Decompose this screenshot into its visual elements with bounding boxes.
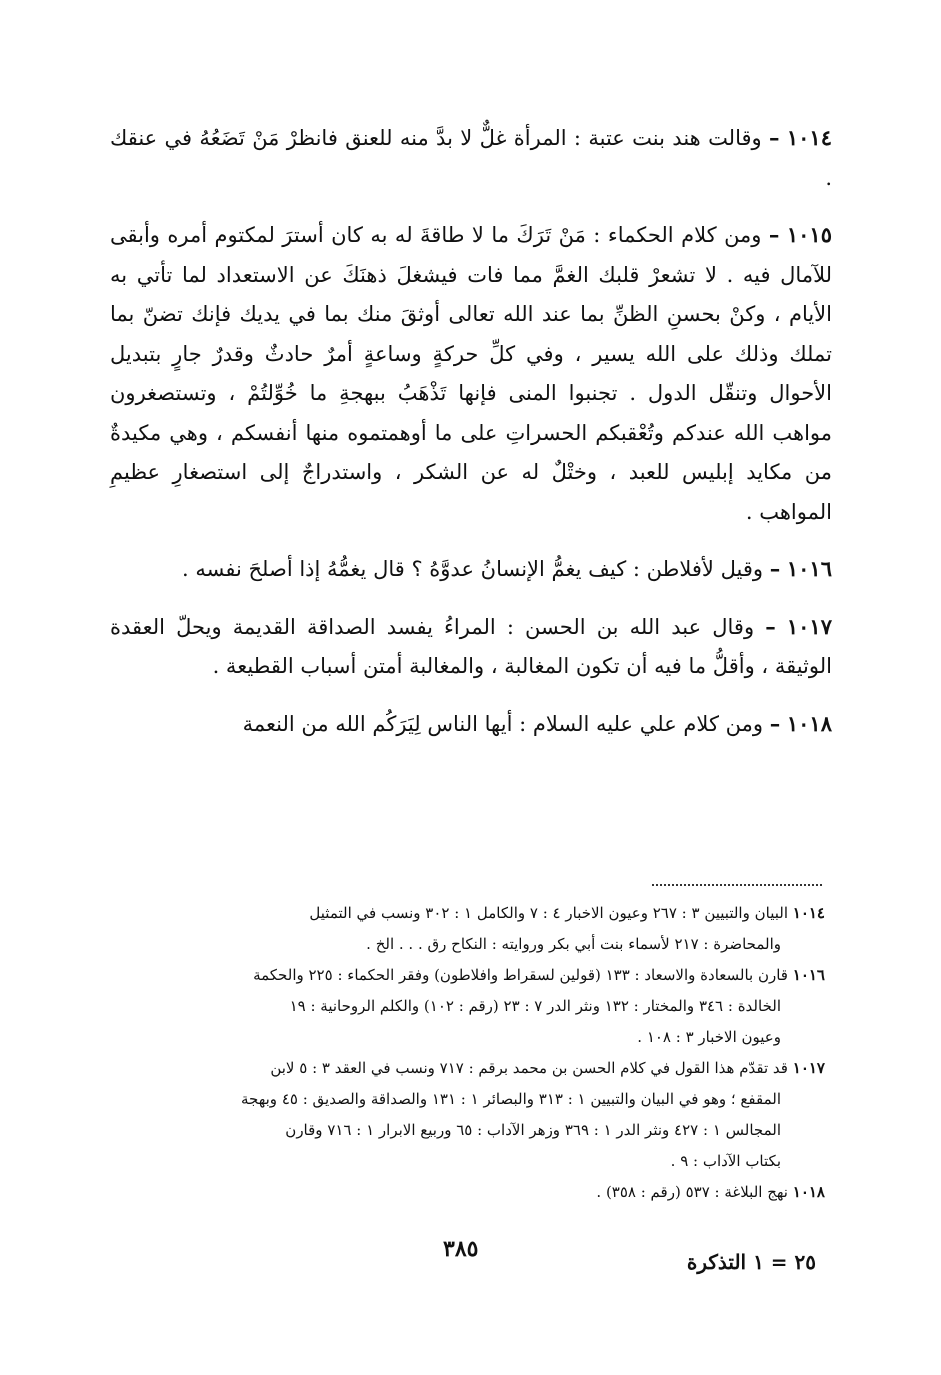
main-text: [110, 118, 832, 761]
footnote-continuation: بكتاب الآداب : ٩ .: [670, 1152, 781, 1170]
footnote-number: ١٠١٤: [792, 904, 825, 922]
signature-mark: ٢٥ = ١ التذكرة: [686, 1250, 816, 1274]
footnote-text: البيان والتبيين ٣ : ٢٦٧ وعيون الاخبار ٤ : ٧ والكامل ١ : ٣٠٢ ونسب في التمثيل: [309, 904, 788, 922]
footnote-number: ١٠١٨: [792, 1183, 825, 1201]
page-footer: [0, 1236, 941, 1286]
footnote-1016: [165, 960, 825, 1053]
footnote-continuation: المقفع ؛ وهو في البيان والتبيين ١ : ٣١٣ والبصائر ١ : ١٣١ والصداقة والصديق : ٤٥ وبهجة: [240, 1090, 781, 1108]
entry-number: ١٠١٦: [786, 556, 832, 581]
paragraph-1015: [110, 215, 832, 532]
footnote-continuation: المجالس ١ : ٤٢٧ ونثر الدر ١ : ٣٦٩ وزهر الآداب : ٦٥ وربيع الابرار ١ : ٧١٦ وقارن: [285, 1121, 781, 1139]
footnote-text: نهج البلاغة : ٥٣٧ (رقم : ٣٥٨) .: [596, 1183, 788, 1201]
footnote-1014: [165, 898, 825, 960]
entry-number: ١٠١٧: [786, 613, 832, 639]
footnote-text: قد تقدّم هذا القول في كلام الحسن بن محمد برقم : ٧١٧ ونسب في العقد ٣ : ٥ لابن: [270, 1059, 788, 1077]
footnotes: [165, 898, 825, 1208]
footnote-number: ١٠١٧: [792, 1059, 825, 1077]
footnote-continuation: الخالدة : ٣٤٦ والمختار : ١٣٢ ونثر الدر ٧ : ٢٣ (رقم : ١٠٢) والكلم الروحانية : ١٩: [289, 997, 781, 1015]
footnote-continuation: والمحاضرة : ٢١٧ لأسماء بنت أبي بكر وروايته : النكاح رق . . . الخ .: [366, 935, 781, 953]
entry-text: ومن كلام الحكماء : مَنْ تَرَكَ ما لا طاقةَ له به كان أسترَ لمكتوم أمره وأبقى للآمال فيه . لا تشعرْ قلبك الغمَّ مما فات فيشغلَ ذهنَكَ عن الاستعداد لما تأتي به الأيام ، وكنْ بحسنِ الظنِّ بما عند الله تعالى أوثقَ منك بما في يديك فإنك تضنّ بما تملك وذلك على الله يسير ، وفي كلِّ حركةٍ وساعةٍ أمرٌ حادثٌ وقدرٌ جارٍ بتبديل الأحوال وتنقّل الدول . تجنبوا المنى فإنها تَذْهَبُ ببهجةِ ما خُوِّلتُمْ ، وتستصغرون مواهب الله عندكم وتُعْقبكم الحسراتِ على ما أوهمتموه منها أنفسكم ، وهي مكيدةٌ من مكايد إبليس للعبد ، وختْلٌ له عن الشكر ، واستدراجٌ إلى استصغارِ عظيمِ المواهب .: [110, 223, 832, 524]
entry-text: وقيل لأفلاطن : كيف يغمُّ الإنسانُ عدوَّهُ ؟ قال يغمُّهُ إذا أصلحَ نفسه .: [182, 557, 763, 581]
entry-text: وقالت هند بنت عتبة : المرأة غلٌّ لا بدَّ منه للعنق فانظرْ مَنْ تَضَعُهُ في عنقك .: [110, 126, 832, 190]
entry-number: ١٠١٥: [786, 222, 832, 247]
entry-dash: –: [769, 710, 781, 736]
entry-dash: –: [768, 222, 780, 247]
entry-dash: –: [765, 613, 776, 639]
footnote-text: قارن بالسعادة والاسعاد : ١٣٣ (قولين لسقراط وافلاطون) وفقر الحكماء : ٢٢٥ والحكمة: [253, 966, 788, 984]
footnote-1018: [165, 1177, 825, 1208]
paragraph-1018: [110, 704, 832, 745]
entry-number: ١٠١٨: [786, 710, 832, 736]
paragraph-1016: [110, 549, 832, 590]
footnote-number: ١٠١٦: [792, 966, 825, 984]
footnote-separator: [652, 884, 822, 886]
footnote-continuation: وعيون الاخبار ٣ : ١٠٨ .: [637, 1028, 781, 1046]
footnote-1017: [165, 1053, 825, 1177]
entry-dash: –: [769, 556, 781, 581]
entry-text: ومن كلام علي عليه السلام : أيها الناس لِيَرَكُم الله من النعمة: [242, 711, 763, 736]
entry-dash: –: [769, 125, 780, 150]
page-number: ٣٨٥: [443, 1236, 479, 1262]
entry-text: وقال عبد الله بن الحسن : المراءُ يفسد الصداقة القديمة ويحلّ العقدة الوثيقة ، وأقلُّ ما فيه أن تكون المغالبة ، والمغالبة أمتن أسباب القطيعة .: [110, 614, 832, 678]
paragraph-1014: [110, 118, 832, 198]
paragraph-1017: [110, 607, 832, 687]
entry-number: ١٠١٤: [786, 125, 832, 150]
